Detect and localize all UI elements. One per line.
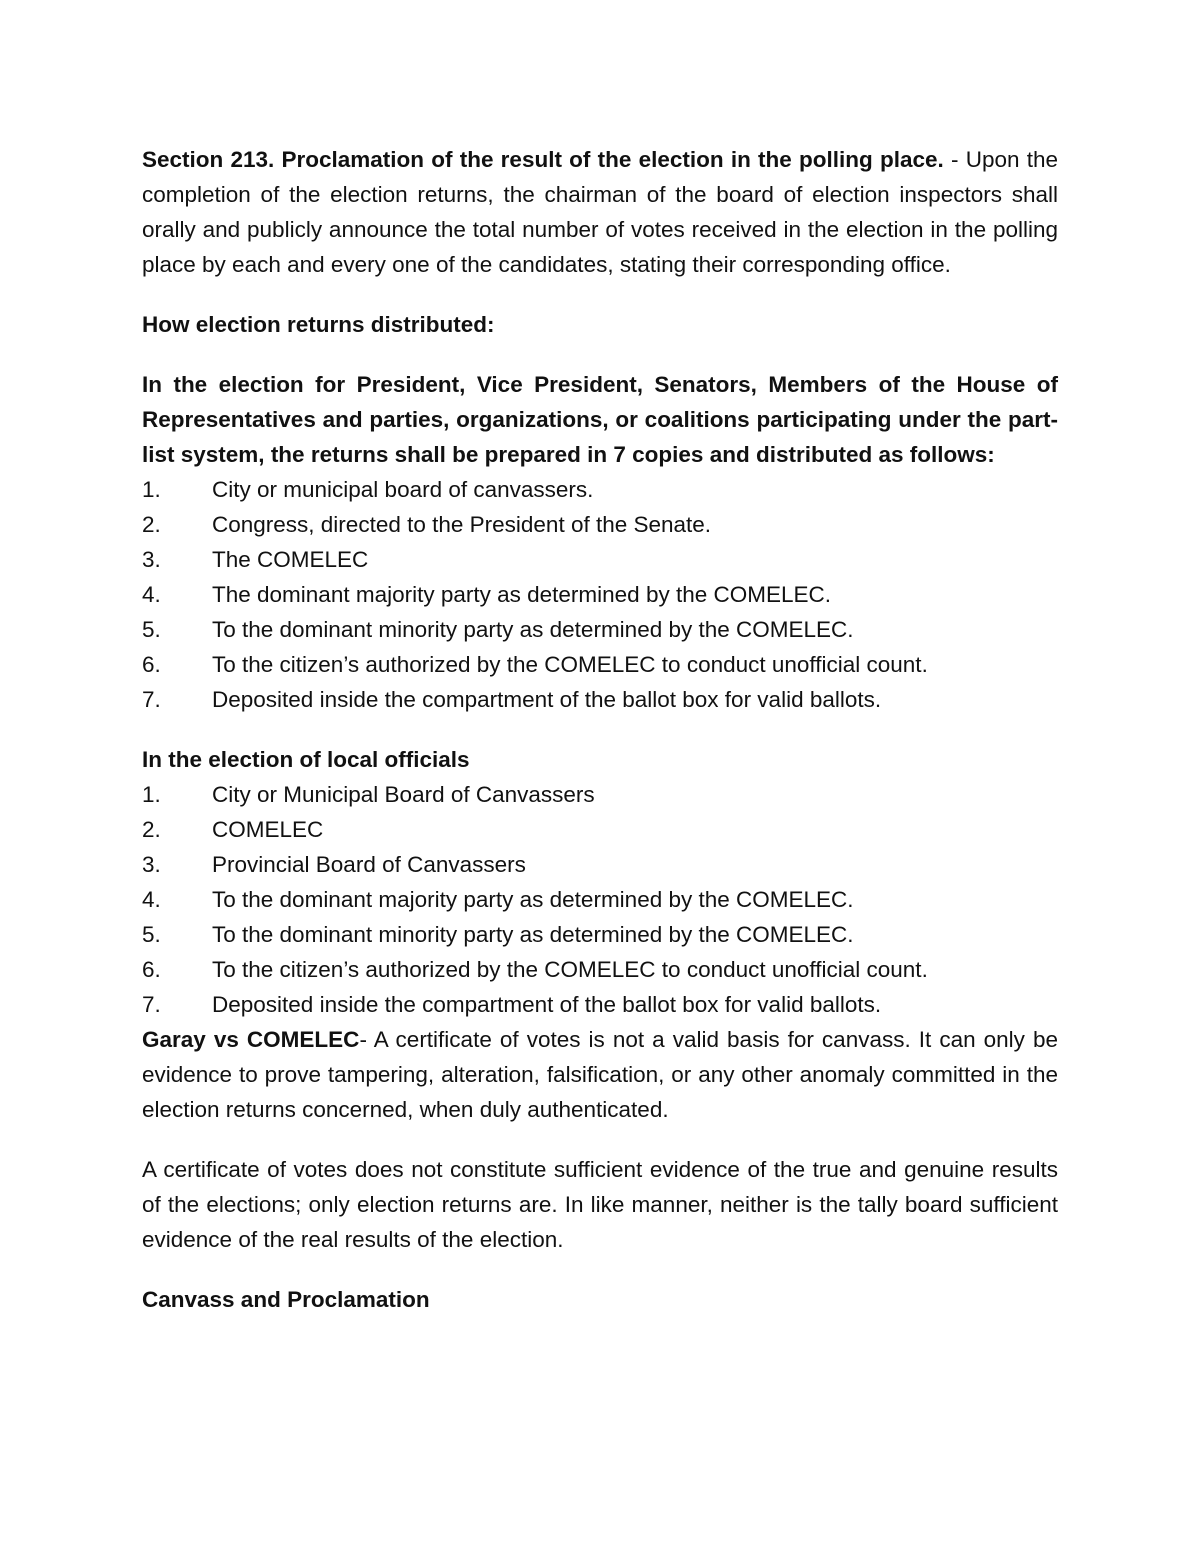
list-item-number: 3. xyxy=(142,547,161,572)
spacer xyxy=(142,282,1058,307)
list-item-number: 7. xyxy=(142,687,161,712)
list-item-number: 2. xyxy=(142,512,161,537)
list-item xyxy=(142,882,1058,917)
list-item-text: Deposited inside the compartment of the ballot box for valid ballots. xyxy=(212,687,882,712)
spacer xyxy=(142,1127,1058,1152)
list-item-text: To the citizen’s authorized by the COMELEC to conduct unofficial count. xyxy=(212,957,928,982)
list-item xyxy=(142,917,1058,952)
list-item-text: City or Municipal Board of Canvassers xyxy=(212,782,595,807)
list-item-number: 7. xyxy=(142,992,161,1017)
list-item-text: Provincial Board of Canvassers xyxy=(212,852,526,877)
list-item xyxy=(142,812,1058,847)
list-item xyxy=(142,847,1058,882)
list-item-number: 5. xyxy=(142,617,161,642)
spacer xyxy=(142,717,1058,742)
list-item-number: 4. xyxy=(142,582,161,607)
local-officials-heading: In the election of local officials xyxy=(142,747,470,772)
list-item xyxy=(142,612,1058,647)
list-item-number: 5. xyxy=(142,922,161,947)
list-item-text: To the citizen’s authorized by the COMELEC to conduct unofficial count. xyxy=(212,652,928,677)
list-item-number: 3. xyxy=(142,852,161,877)
certificate-paragraph: A certificate of votes does not constitute sufficient evidence of the true and genuine results of the elections; only election returns are. In like manner, neither is the tally board sufficient evidence of the real results of the election. xyxy=(142,1157,1058,1252)
list-item-text: COMELEC xyxy=(212,817,324,842)
list-item-text: To the dominant minority party as determined by the COMELEC. xyxy=(212,922,854,947)
list-item-text: To the dominant majority party as determined by the COMELEC. xyxy=(212,887,854,912)
list-item xyxy=(142,472,1058,507)
list-item-number: 1. xyxy=(142,782,161,807)
garay-case-name: Garay vs COMELEC xyxy=(142,1027,360,1052)
list-item xyxy=(142,542,1058,577)
list-item xyxy=(142,577,1058,612)
spacer xyxy=(142,342,1058,367)
section-213-body: - Upon the completion of the election returns, the chairman of the board of election inspectors shall orally and publicly announce the total number of votes received in the election in the polling place by each and every one of the candidates, stating their corresponding office. xyxy=(142,147,1058,277)
spacer xyxy=(142,1257,1058,1282)
how-distributed-heading: How election returns distributed: xyxy=(142,312,495,337)
list-item-text: The COMELEC xyxy=(212,547,369,572)
canvass-heading: Canvass and Proclamation xyxy=(142,1287,430,1312)
list-item xyxy=(142,647,1058,682)
list-item-text: The dominant majority party as determined by the COMELEC. xyxy=(212,582,832,607)
list-item-text: Congress, directed to the President of the Senate. xyxy=(212,512,712,537)
list-item xyxy=(142,682,1058,717)
list-item xyxy=(142,507,1058,542)
list-item-text: Deposited inside the compartment of the ballot box for valid ballots. xyxy=(212,992,882,1017)
garay-paragraph xyxy=(142,1022,1058,1127)
list-item-number: 1. xyxy=(142,477,161,502)
garay-body: - A certificate of votes is not a valid basis for canvass. It can only be evidence to prove tampering, alteration, falsification, or any other anomaly committed in the election returns concerned, when duly authenticated. xyxy=(142,1027,1059,1122)
national-election-intro: In the election for President, Vice President, Senators, Members of the House of Representatives and parties, organizations, or coalitions participating under the part-list system, the returns shall be prepared in 7 copies and distributed as follows: xyxy=(142,372,1058,467)
list-item-number: 6. xyxy=(142,652,161,677)
list-item xyxy=(142,777,1058,812)
section-213-title: Section 213. Proclamation of the result of the election in the polling place. xyxy=(142,147,944,172)
section-213-paragraph xyxy=(142,142,1058,282)
list-item-number: 2. xyxy=(142,817,161,842)
list-item-text: To the dominant minority party as determined by the COMELEC. xyxy=(212,617,854,642)
national-distribution-list xyxy=(142,472,1058,717)
list-item-text: City or municipal board of canvassers. xyxy=(212,477,594,502)
list-item-number: 6. xyxy=(142,957,161,982)
list-item-number: 4. xyxy=(142,887,161,912)
list-item xyxy=(142,987,1058,1022)
list-item xyxy=(142,952,1058,987)
local-distribution-list xyxy=(142,777,1058,1022)
